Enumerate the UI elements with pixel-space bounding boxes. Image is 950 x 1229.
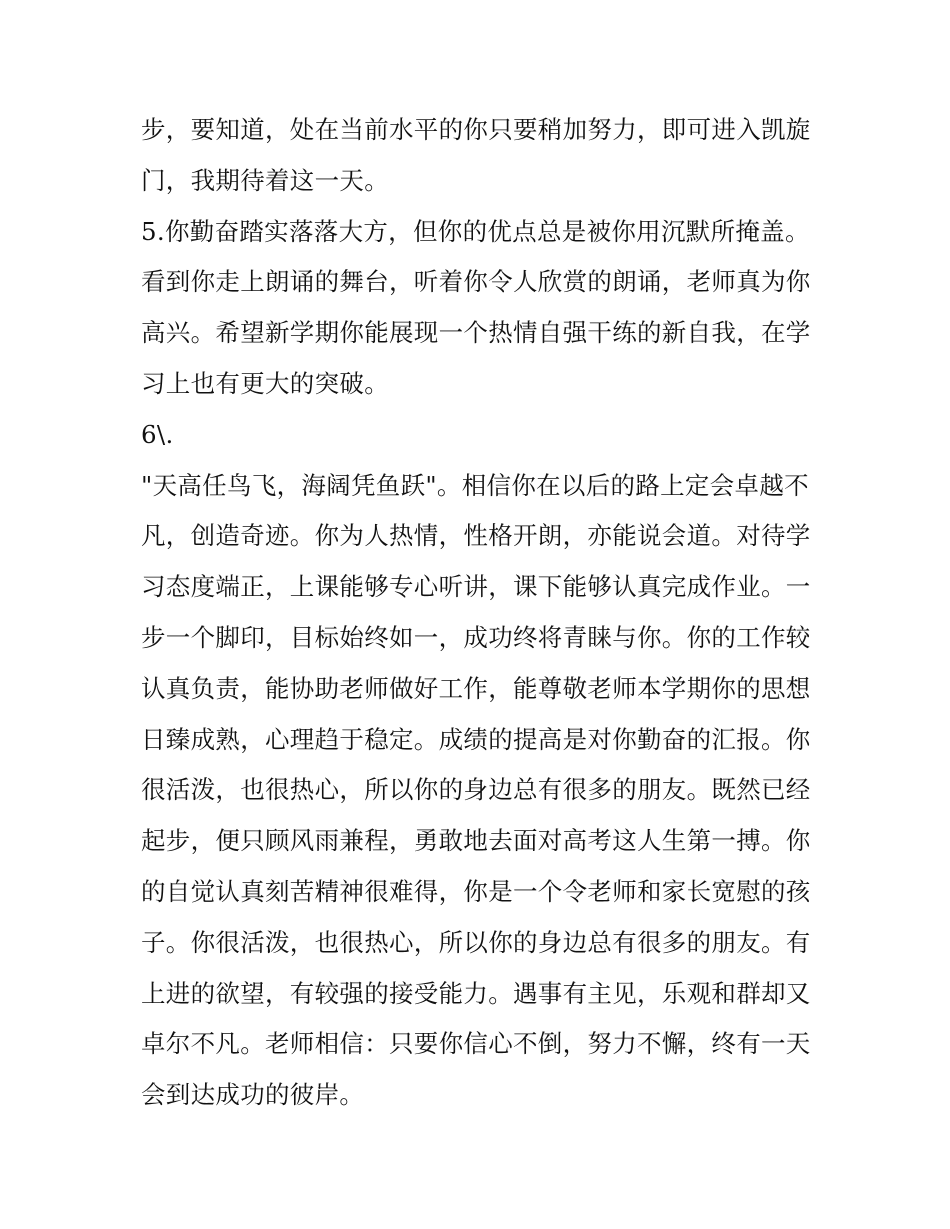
text-line: 步，要知道，处在当前水平的你只要稍加努力，即可进入凯旋: [141, 115, 811, 144]
text-line: 门，我期待着这一天。: [141, 165, 389, 195]
text-line: 认真负责，能协助老师做好工作，能尊敬老师本学期你的思想: [141, 673, 811, 703]
document-body: [141, 105, 813, 1121]
text-line: 步一个脚印，目标始终如一，成功终将青睐与你。你的工作较: [141, 622, 811, 652]
text-line: 会到达成功的彼岸。: [141, 1080, 365, 1110]
text-line: 起步，便只顾风雨兼程，勇敢地去面对高考这人生第一搏。你: [141, 826, 811, 856]
text-line: 子。你很活泼，也很热心，所以你的身边总有很多的朋友。有: [141, 927, 811, 957]
text-line: 的自觉认真刻苦精神很难得，你是一个令老师和家长宽慰的孩: [141, 876, 811, 906]
text-line: 高兴。希望新学期你能展现一个热情自强干练的新自我，在学: [141, 318, 811, 348]
text-line: 5.你勤奋踏实落落大方，但你的优点总是被你用沉默所掩盖。: [141, 216, 810, 246]
text-line: 日臻成熟，心理趋于稳定。成绩的提高是对你勤奋的汇报。你: [141, 724, 811, 754]
text-line: 6\.: [141, 419, 174, 449]
text-line: 很活泼，也很热心，所以你的身边总有很多的朋友。既然已经: [141, 775, 811, 805]
text-line: 卓尔不凡。老师相信：只要你信心不倒，努力不懈，终有一天: [141, 1029, 811, 1059]
text-line: 习上也有更大的突破。: [141, 368, 389, 398]
text-line: 习态度端正，上课能够专心听讲，课下能够认真完成作业。一: [141, 572, 811, 602]
text-line: 凡，创造奇迹。你为人热情，性格开朗，亦能说会道。对待学: [141, 521, 811, 551]
text-line: 看到你走上朗诵的舞台，听着你令人欣赏的朗诵，老师真为你: [141, 267, 811, 297]
text-line: "天高任鸟飞，海阔凭鱼跃"。相信你在以后的路上定会卓越不: [141, 470, 809, 500]
text-line: 上进的欲望，有较强的接受能力。遇事有主见，乐观和群却又: [141, 978, 811, 1008]
